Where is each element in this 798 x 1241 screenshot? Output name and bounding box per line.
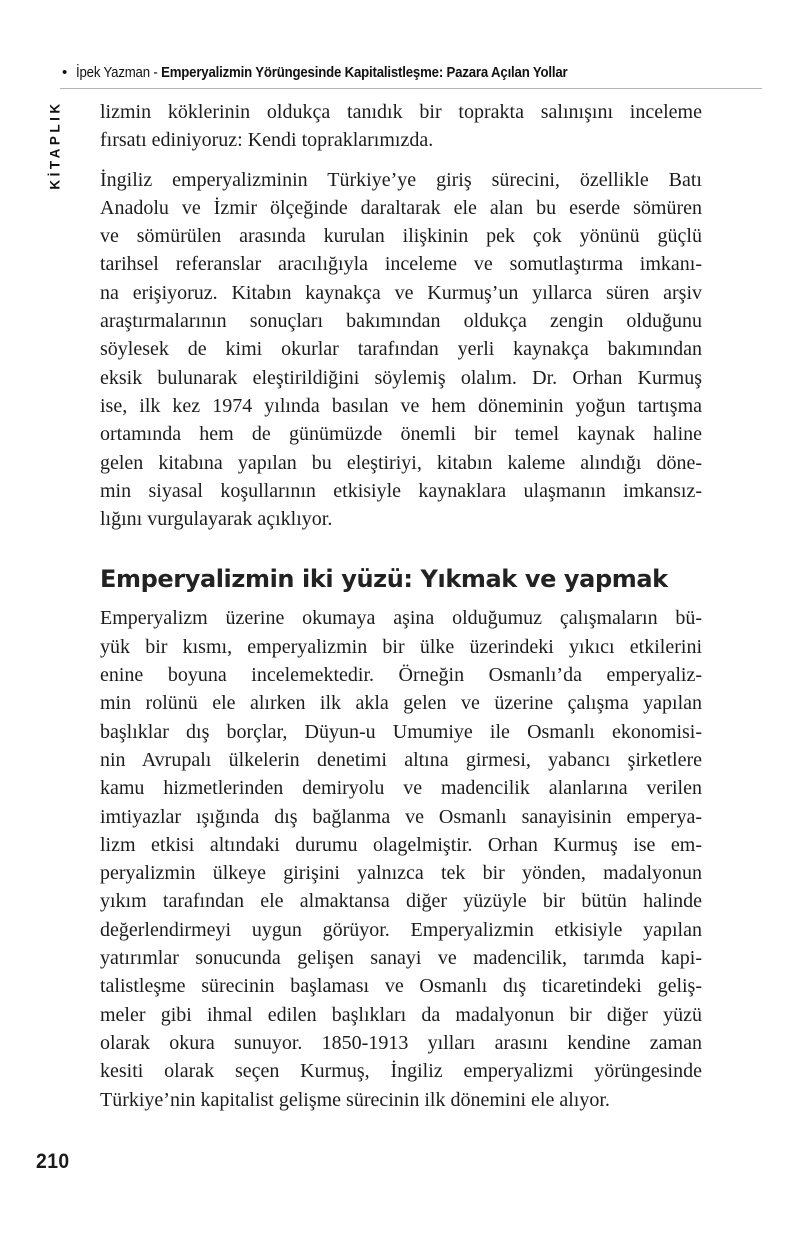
text-line: İngiliz emperyalizminin Türkiye’ye giriş sürecini, özellikle Batı (100, 168, 702, 191)
bullet-icon: • (62, 64, 68, 81)
text-line: Emperyalizm üzerine okumaya aşina olduğumuz çalışmaların bü- (100, 607, 702, 630)
paragraph (100, 604, 702, 1113)
sidebar-section-label: KİTAPLIK (47, 100, 63, 190)
text-line: araştırmalarının sonuçları bakımından oldukça zengin olduğunu (100, 310, 702, 333)
text-line: ise, ilk kez 1974 yılında basılan ve hem döneminin yoğun tartışma (100, 394, 702, 417)
text-line: söylesek de kimi okurlar tarafından yerli kaynakça bakımından (100, 338, 702, 361)
text-line: na erişiyoruz. Kitabın kaynakça ve Kurmuş’un yıllarca süren arşiv (100, 281, 702, 304)
text-line: yük bir kısmı, emperyalizmin bir ülke üzerindeki yıkıcı etkilerini (100, 635, 702, 658)
header-separator: - (150, 64, 162, 81)
text-line: Anadolu ve İzmir ölçeğinde daraltarak ele alan bu eserde sömüren (100, 196, 702, 219)
text-line: kamu hizmetlerinden demiryolu ve madencilik alanlarına verilen (100, 777, 702, 800)
text-line: yıkım tarafından ele almaktansa diğer yüzüyle bir bütün halinde (100, 890, 702, 913)
text-line: ve sömürülen arasında kurulan ilişkinin pek çok yönünü güçlü (100, 225, 702, 248)
text-line: başlıklar dış borçlar, Düyun-u Umumiye ile Osmanlı ekonomisi- (100, 720, 702, 743)
paragraph (100, 98, 702, 155)
text-line: ortamında hem de günümüzde önemli bir temel kaynak haline (100, 423, 702, 446)
text-line: lığını vurgulayarak açıklıyor. (100, 508, 333, 531)
text-line: eksik bulunarak eleştirildiğini söylemiş olalım. Dr. Orhan Kurmuş (100, 366, 702, 389)
text-line: yatırımlar sonucunda gelişen sanayi ve madencilik, tarımda kapi- (100, 947, 702, 970)
section-heading: Emperyalizmin iki yüzü: Yıkmak ve yapmak (100, 565, 668, 594)
text-line: lizm etkisi altındaki durumu olagelmiştir. Orhan Kurmuş ise em- (100, 833, 702, 856)
text-line: min rolünü ele alırken ilk akla gelen ve üzerine çalışma yapılan (100, 692, 702, 715)
text-line: nin Avrupalı ülkelerin denetimi altına girmesi, yabancı şirketlere (100, 748, 702, 771)
text-line: gelen kitabına yapılan bu eleştiriyi, kitabın kaleme alındığı döne- (100, 451, 702, 474)
text-line: meler gibi ihmal edilen başlıkları da madalyonun bir diğer yüzü (100, 1003, 702, 1026)
text-line: fırsatı ediniyoruz: Kendi topraklarımızda. (100, 129, 434, 152)
text-line: olarak okura sunuyor. 1850-1913 yılları arasını kendine zaman (100, 1031, 702, 1054)
paragraph (100, 166, 702, 534)
text-line: lizmin köklerinin oldukça tanıdık bir toprakta salınışını inceleme (100, 101, 702, 123)
text-line: değerlendirmeyi uygun görüyor. Emperyalizmin etkisiyle yapılan (100, 918, 702, 941)
text-line: Türkiye’nin kapitalist gelişme sürecinin ilk dönemini ele alıyor. (100, 1088, 610, 1111)
text-line: tarihsel referanslar aracılığıyla inceleme ve somutlaştırma imkanı- (100, 253, 702, 276)
text-line: enine boyuna incelemektedir. Örneğin Osmanlı’da emperyaliz- (100, 664, 702, 687)
content-blocks (100, 0, 702, 1114)
text-line: talistleşme sürecinin başlaması ve Osmanlı dış ticaretindeki geliş- (100, 975, 702, 998)
book-title: Emperyalizmin Yörüngesinde Kapitalistleşme: Pazara Açılan Yollar (161, 64, 568, 81)
page-number: 210 (36, 1150, 70, 1173)
text-line: peryalizmin ülkeye girişini yalnızca tek bir yönden, madalyonun (100, 862, 702, 885)
text-line: min siyasal koşullarının etkisiyle kaynaklara ulaşmanın imkansız- (100, 479, 702, 502)
author-name: İpek Yazman (76, 64, 151, 81)
text-line: imtiyazlar ışığında dış bağlanma ve Osmanlı sanayisinin emperya- (100, 805, 702, 828)
text-line: kesiti olarak seçen Kurmuş, İngiliz emperyalizmi yörüngesinde (100, 1060, 702, 1083)
